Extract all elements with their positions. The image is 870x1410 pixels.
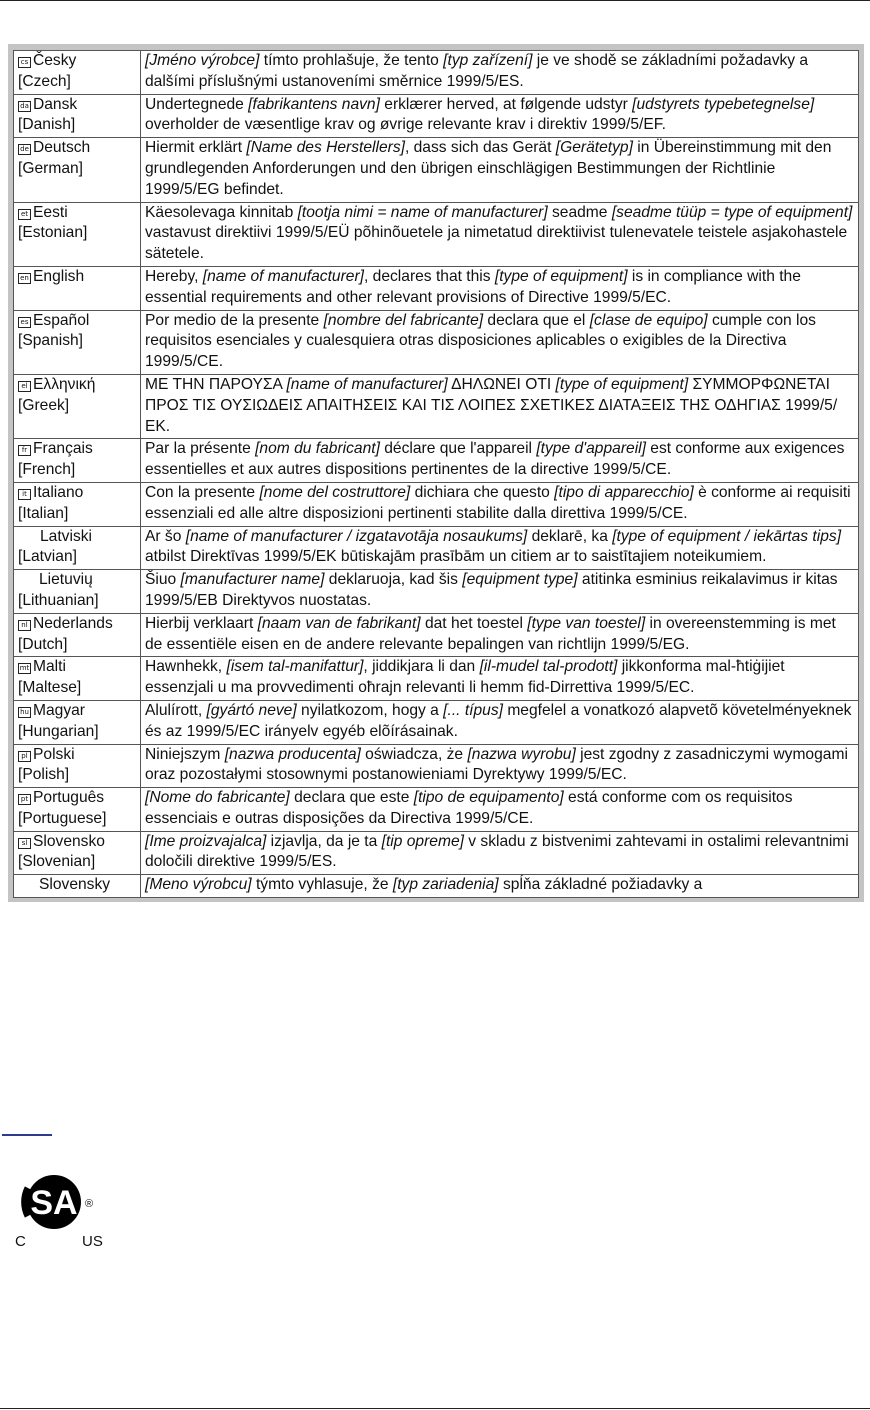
- declaration-segment: megfelel a vonatkozó alapvetõ követelményeknek és az 1999/5/EC irányelv egyéb elõírásainak.: [145, 701, 852, 740]
- declaration-text: [141, 788, 859, 832]
- declaration-row: [14, 202, 859, 266]
- language-flag-icon: el: [18, 381, 31, 392]
- declaration-segment: déclare que l'appareil: [379, 440, 537, 458]
- csa-logo-icon: [14, 1168, 94, 1234]
- language-cell: [14, 202, 141, 266]
- declaration-text: [141, 439, 859, 483]
- placeholder-field: [fabrikantens navn]: [248, 95, 380, 113]
- placeholder-field: [nom du fabricant]: [255, 440, 380, 458]
- declaration-segment: nyilatkozom, hogy a: [296, 701, 444, 719]
- language-cell: [14, 657, 141, 701]
- language-english-name: [Spanish]: [18, 332, 84, 350]
- placeholder-field: [name of manufacturer]: [202, 267, 364, 285]
- declaration-segment: , jiddikjara li dan: [363, 658, 480, 676]
- declaration-segment: oświadcza, że: [360, 745, 468, 763]
- language-name: Español: [33, 311, 90, 329]
- language-english-name: [Italian]: [18, 504, 69, 522]
- declaration-segment: deklarē, ka: [527, 527, 613, 545]
- declaration-row: [14, 266, 859, 310]
- placeholder-field: [... típus]: [443, 701, 503, 719]
- declaration-row: [14, 310, 859, 374]
- placeholder-field: [typ zariadenia]: [392, 876, 499, 894]
- language-name: Česky: [33, 52, 77, 69]
- language-flag-icon: es: [18, 317, 31, 328]
- placeholder-field: [equipment type]: [462, 571, 578, 589]
- language-english-name: [Polish]: [18, 766, 70, 784]
- placeholder-field: [nome del costruttore]: [259, 483, 411, 501]
- placeholder-field: [tip opreme]: [381, 832, 464, 850]
- declaration-row: [14, 570, 859, 614]
- language-cell: [14, 526, 141, 570]
- language-english-name: [Danish]: [18, 116, 76, 134]
- declaration-row: [14, 374, 859, 438]
- language-name: Malti: [33, 658, 66, 676]
- declaration-row: [14, 788, 859, 832]
- declaration-text: [141, 570, 859, 614]
- declaration-row: [14, 51, 859, 95]
- placeholder-field: [Jméno výrobce]: [145, 52, 260, 69]
- declaration-row: [14, 657, 859, 701]
- declaration-text: [141, 51, 859, 95]
- language-name: Português: [33, 789, 105, 807]
- declaration-segment: tímto prohlašuje, že tento: [259, 52, 444, 69]
- declaration-segment: atitinka esminius reikalavimus ir kitas 1999/5/EB Direktyvos nuostatas.: [145, 571, 838, 609]
- language-flag-icon: sl: [18, 838, 31, 849]
- declaration-segment: izjavlja, da je ta: [266, 832, 382, 850]
- language-name: Deutsch: [33, 139, 91, 157]
- placeholder-field: [Meno výrobcu]: [145, 876, 252, 894]
- placeholder-field: [type van toestel]: [527, 614, 646, 632]
- declaration-segment: is in compliance with the essential requirements and other relevant provisions of Directive 1999/5/EC.: [145, 267, 801, 306]
- language-cell: [14, 310, 141, 374]
- declaration-text: [141, 310, 859, 374]
- declaration-segment: Ar šo: [145, 527, 186, 545]
- declaration-segment: è conforme ai requisiti essenziali ed alle altre disposizioni pertinenti stabilite dalla direttiva 1999/5/CE.: [145, 483, 851, 522]
- declaration-row: [14, 744, 859, 788]
- language-name: Lietuvių: [39, 571, 93, 589]
- declaration-text: [141, 875, 859, 898]
- placeholder-field: [type of equipment]: [494, 267, 628, 285]
- placeholder-field: [tipo di apparecchio]: [554, 483, 694, 501]
- language-english-name: [Latvian]: [18, 548, 77, 566]
- placeholder-field: [typ zařízení]: [443, 52, 533, 69]
- placeholder-field: [Name des Herstellers]: [246, 139, 405, 157]
- declaration-text: [141, 613, 859, 657]
- placeholder-field: [type of equipment]: [555, 375, 689, 393]
- declaration-segment: , dass sich das Gerät: [404, 139, 556, 157]
- top-rule: [0, 0, 870, 1]
- language-english-name: [French]: [18, 461, 76, 479]
- placeholder-field: [Nome do fabricante]: [145, 789, 290, 807]
- language-cell: [14, 482, 141, 526]
- language-english-name: [Maltese]: [18, 679, 82, 697]
- language-flag-icon: it: [18, 489, 31, 500]
- language-cell: [14, 570, 141, 614]
- placeholder-field: [name of manufacturer]: [286, 375, 448, 393]
- declaration-row: [14, 439, 859, 483]
- placeholder-field: [nazwa wyrobu]: [467, 745, 576, 763]
- language-english-name: [Slovenian]: [18, 853, 96, 871]
- declaration-segment: ΣΥΜΜΟΡΦΩΝΕΤΑΙ ΠΡΟΣ ΤΙΣ ΟΥΣΙΩΔΕΙΣ ΑΠΑΙΤΗΣΕΙΣ ΚΑΙ ΤΙΣ ΛΟΙΠΕΣ ΣΧΕΤΙΚΕΣ ΔΙΑΤΑΞΕΙΣ ΤΗΣ ΟΔΗΓΙΑΣ 1999/5/ΕΚ.: [145, 375, 838, 435]
- declaration-segment: Por medio de la presente: [145, 311, 324, 329]
- declaration-segment: vastavust direktiivi 1999/5/EÜ põhinõuetele ja nimetatud direktiivist tulenevatele teistele asjakohastele sätetele.: [145, 224, 848, 263]
- csa-c-label: C: [15, 1233, 26, 1250]
- language-cell: [14, 138, 141, 202]
- declaration-row: [14, 138, 859, 202]
- declaration-text: [141, 700, 859, 744]
- declaration-text: [141, 266, 859, 310]
- language-flag-icon: pl: [18, 751, 31, 762]
- declaration-segment: spĺňa základné požiadavky a: [498, 876, 703, 894]
- language-flag-icon: fr: [18, 445, 31, 456]
- declaration-segment: dichiara che questo: [410, 483, 555, 501]
- language-name: Italiano: [33, 483, 84, 501]
- declaration-segment: dat het toestel: [420, 614, 528, 632]
- placeholder-field: [Gerätetyp]: [555, 139, 633, 157]
- declaration-segment: , declares that this: [364, 267, 495, 285]
- language-name: Nederlands: [33, 614, 113, 632]
- declaration-segment: je ve shodě se základními požadavky a dalšími příslušnými ustanoveními směrnice 1999/5/ES.: [145, 52, 809, 90]
- placeholder-field: [tipo de equipamento]: [413, 789, 564, 807]
- placeholder-field: [seadme tüüp = type of equipment]: [611, 203, 853, 221]
- language-name: Slovensky: [39, 876, 111, 894]
- language-cell: [14, 744, 141, 788]
- placeholder-field: [type of equipment / iekārtas tips]: [612, 527, 842, 545]
- declaration-of-conformity-table: [13, 50, 859, 898]
- language-name: Polski: [33, 745, 75, 763]
- language-name: Ελληνική: [33, 375, 96, 393]
- language-cell: [14, 94, 141, 138]
- language-english-name: [Lithuanian]: [18, 591, 99, 609]
- placeholder-field: [nombre del fabricante]: [323, 311, 484, 329]
- declaration-segment: deklaruoja, kad šis: [324, 571, 463, 589]
- language-name: Français: [33, 440, 93, 458]
- language-name: Dansk: [33, 95, 78, 113]
- declaration-segment: ΔΗΛΩΝΕΙ ΟΤΙ: [447, 375, 556, 393]
- declaration-row: [14, 94, 859, 138]
- language-english-name: [Dutch]: [18, 635, 68, 653]
- declaration-segment: Hereby,: [145, 267, 203, 285]
- declaration-segment: Šiuo: [145, 571, 181, 589]
- declaration-segment: cumple con los requisitos esenciales y cualesquiera otras disposiciones aplicables o exigibles de la Directiva 1999/5/CE.: [145, 311, 816, 371]
- declaration-text: [141, 482, 859, 526]
- declaration-segment: está conforme com os requisitos essenciais e outras disposições da Directiva 1999/5/CE.: [145, 789, 793, 827]
- section-underline: [2, 1134, 52, 1136]
- placeholder-field: [isem tal-manifattur]: [226, 658, 364, 676]
- bottom-rule: [0, 1408, 870, 1409]
- declaration-row: [14, 700, 859, 744]
- svg-text:SA: SA: [30, 1184, 78, 1222]
- language-cell: [14, 788, 141, 832]
- language-flag-icon: et: [18, 209, 31, 220]
- placeholder-field: [gyártó neve]: [206, 701, 297, 719]
- declaration-text: [141, 94, 859, 138]
- declaration-row: [14, 831, 859, 875]
- language-name: Magyar: [33, 701, 85, 719]
- declaration-row: [14, 526, 859, 570]
- declaration-segment: declara que el: [483, 311, 590, 329]
- placeholder-field: [udstyrets typebetegnelse]: [632, 95, 815, 113]
- language-english-name: [Czech]: [18, 72, 71, 90]
- placeholder-field: [tootja nimi = name of manufacturer]: [297, 203, 548, 221]
- declaration-row: [14, 482, 859, 526]
- language-flag-icon: en: [18, 273, 31, 284]
- language-flag-icon: hu: [18, 707, 31, 718]
- language-cell: [14, 700, 141, 744]
- language-cell: [14, 875, 141, 898]
- declaration-segment: Alulírott,: [145, 701, 207, 719]
- declaration-row: [14, 613, 859, 657]
- declaration-segment: in Übereinstimmung mit den grundlegenden Anforderungen und den übrigen einschlägigen Bestimmungen der Richtlinie 1999/5/EG befindet.: [145, 139, 832, 198]
- placeholder-field: [naam van de fabrikant]: [257, 614, 421, 632]
- declaration-segment: Hawnhekk,: [145, 658, 227, 676]
- placeholder-field: [manufacturer name]: [180, 571, 325, 589]
- declaration-segment: seadme: [547, 203, 612, 221]
- declaration-segment: overholder de væsentlige krav og øvrige relevante krav i direktiv 1999/5/EF.: [145, 116, 666, 134]
- language-name: Eesti: [33, 203, 68, 221]
- declaration-text: [141, 526, 859, 570]
- declaration-text: [141, 138, 859, 202]
- language-flag-icon: da: [18, 101, 31, 112]
- language-cell: [14, 613, 141, 657]
- declaration-text: [141, 657, 859, 701]
- declaration-segment: Con la presente: [145, 483, 260, 501]
- language-english-name: [German]: [18, 159, 83, 177]
- declaration-segment: jest zgodny z zasadniczymi wymogami oraz pozostałymi stosownymi postanowieniami Dyrektywy 1999/5/EC.: [145, 745, 848, 784]
- language-flag-icon: de: [18, 144, 31, 155]
- declaration-text: [141, 374, 859, 438]
- declaration-segment: est conforme aux exigences essentielles et aux autres dispositions pertinentes de la directive 1999/5/CE.: [145, 440, 845, 479]
- language-flag-icon: pt: [18, 794, 31, 805]
- declaration-segment: atbilst Direktīvas 1999/5/EK būtiskajām prasībām un citiem ar to saistītajiem noteikumiem.: [145, 548, 767, 566]
- declaration-segment: v skladu z bistvenimi zahtevami in ostalimi relevantnimi določili direktive 1999/5/ES.: [145, 832, 849, 871]
- placeholder-field: [type d'appareil]: [536, 440, 646, 458]
- registered-mark: ®: [85, 1198, 94, 1210]
- declaration-segment: declara que este: [289, 789, 414, 807]
- placeholder-field: [clase de equipo]: [589, 311, 708, 329]
- language-cell: [14, 51, 141, 95]
- language-english-name: [Portuguese]: [18, 809, 107, 827]
- declaration-segment: erklærer herved, at følgende udstyr: [379, 95, 633, 113]
- language-english-name: [Estonian]: [18, 224, 88, 242]
- declaration-segment: ΜΕ ΤΗΝ ΠΑΡΟΥΣΑ: [145, 375, 287, 393]
- placeholder-field: [nazwa producenta]: [224, 745, 361, 763]
- language-name: English: [33, 267, 85, 285]
- language-cell: [14, 439, 141, 483]
- csa-certification-logo: [14, 1168, 114, 1254]
- declaration-segment: týmto vyhlasuje, že: [251, 876, 393, 894]
- placeholder-field: [name of manufacturer / izgatavotāja nosaukums]: [185, 527, 528, 545]
- language-name: Latviski: [40, 527, 92, 545]
- language-flag-icon: nl: [18, 620, 31, 631]
- declaration-segment: Hiermit erklärt: [145, 139, 247, 157]
- declaration-text: [141, 831, 859, 875]
- csa-us-label: US: [82, 1233, 103, 1250]
- declaration-segment: Niniejszym: [145, 745, 225, 763]
- declaration-segment: Käesolevaga kinnitab: [145, 203, 298, 221]
- language-english-name: [Greek]: [18, 396, 70, 414]
- placeholder-field: [il-mudel tal-prodott]: [479, 658, 618, 676]
- language-english-name: [Hungarian]: [18, 722, 99, 740]
- declaration-text: [141, 744, 859, 788]
- declaration-segment: Undertegnede: [145, 95, 249, 113]
- declaration-segment: jikkonforma mal-ħtiġijiet essenzjali u ma provvedimenti oħrajn relevanti li hemm fid-Dirrettiva 1999/5/EC.: [145, 658, 785, 697]
- declaration-segment: Par la présente: [145, 440, 256, 458]
- placeholder-field: [Ime proizvajalca]: [145, 832, 267, 850]
- language-cell: [14, 831, 141, 875]
- declaration-text: [141, 202, 859, 266]
- declaration-row: [14, 875, 859, 898]
- language-flag-icon: cs: [18, 57, 31, 68]
- declaration-table-frame: [8, 44, 864, 902]
- language-name: Slovensko: [33, 832, 105, 850]
- language-flag-icon: mt: [19, 664, 30, 673]
- declaration-segment: in overeenstemming is met de essentiële eisen en de andere relevante bepalingen van richtlijn 1999/5/EG.: [145, 614, 836, 653]
- declaration-segment: Hierbij verklaart: [145, 614, 258, 632]
- language-cell: [14, 374, 141, 438]
- language-cell: [14, 266, 141, 310]
